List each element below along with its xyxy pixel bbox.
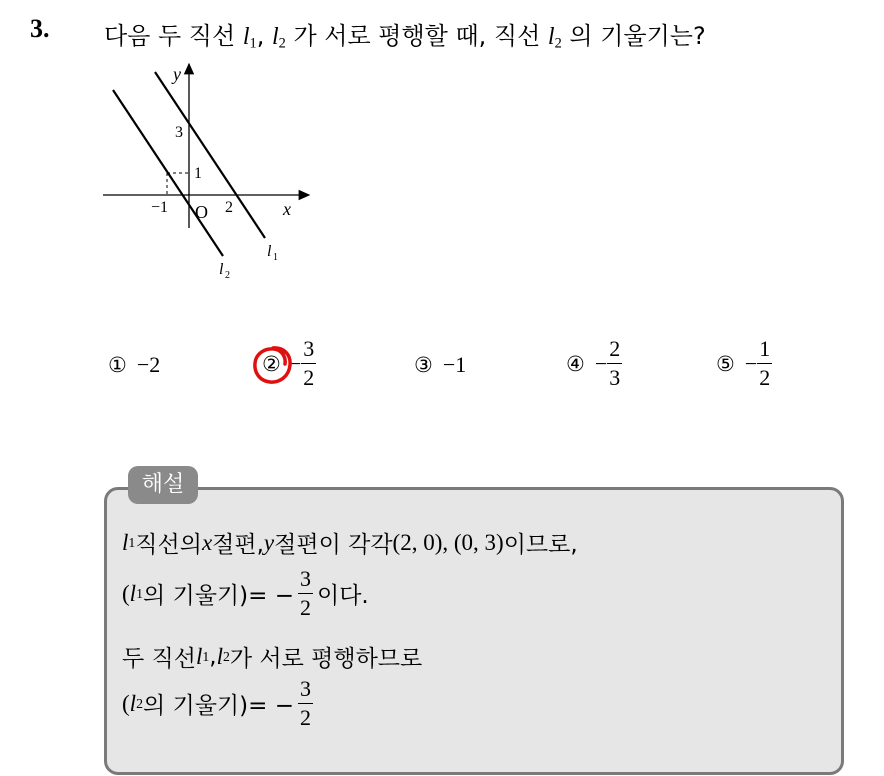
x-axis-label: x [283, 199, 291, 219]
tick-x-2: 2 [225, 199, 233, 216]
line-l1 [155, 72, 265, 238]
choice-4[interactable]: ④ − $\frac{2}{3}$ [566, 336, 621, 390]
choice-4-fraction: $\frac{2}{3}$ [609, 336, 621, 390]
solution-line-1: l 1 직선의 x 절편, y 절편이 각각 (2, 0), (0, 3) 이므로, [122, 529, 578, 558]
choice-2-marker: ② [262, 352, 281, 376]
choice-1[interactable]: ① − 2 [108, 352, 161, 377]
question-text: 다음 두 직선 $l_1$, $l_2$ 가 서로 평행할 때, 직선 $l_2$ 의 기울기는? [104, 22, 706, 52]
coordinate-graph [95, 60, 325, 290]
line2-label: l [219, 261, 224, 278]
solution-line-3: 두 직선 l 1 , l 2 가 서로 평행하므로 [122, 643, 423, 672]
solution-line-4: ( l 2 의 기울기)= − $\frac{3}{2}$ [122, 676, 311, 730]
line2-sub: 2 [225, 270, 230, 281]
line1-sub: 1 [273, 252, 278, 263]
choice-1-marker: ① [108, 353, 127, 377]
origin-label: O [195, 202, 208, 222]
tick-y-3: 3 [175, 124, 183, 141]
choice-2-fraction: $\frac{3}{2}$ [303, 336, 315, 390]
choice-3[interactable]: ③ − 1 [414, 352, 467, 377]
choice-3-marker: ③ [414, 353, 433, 377]
choice-5-marker: ⑤ [716, 351, 735, 376]
choice-5-fraction: $\frac{1}{2}$ [759, 336, 771, 390]
question-number: 3. [30, 14, 50, 43]
tick-y-1: 1 [194, 165, 202, 182]
choice-4-marker: ④ [566, 351, 585, 376]
line-l2 [113, 90, 223, 256]
line1-label: l [267, 243, 272, 260]
tick-x-neg1: −1 [151, 199, 169, 216]
choice-2[interactable]: ② − $\frac{3}{2}$ [262, 338, 316, 389]
choice-5[interactable]: ⑤ − $\frac{1}{2}$ [716, 336, 771, 390]
solution-line-2: ( l 1 의 기울기)= − $\frac{3}{2}$ 이다. [122, 566, 369, 620]
y-axis-label: y [173, 64, 181, 84]
solution-title: 해설 [128, 466, 198, 504]
